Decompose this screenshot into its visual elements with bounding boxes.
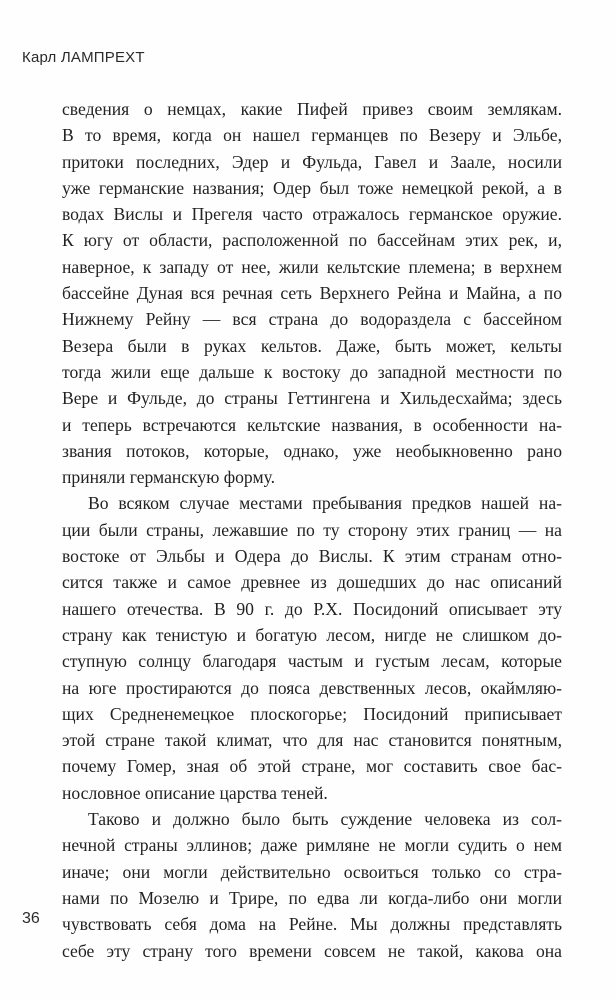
text-line: почему Гомер, зная об этой стране, мог составить свое бас-	[62, 756, 562, 777]
paragraph-1	[62, 96, 562, 490]
body-text	[62, 96, 562, 964]
text-line: щих Средненемецкое плоскогорье; Посидоний приписывает	[62, 703, 562, 724]
text-line: Во всяком случае местами пребывания предков нашей на-	[88, 493, 562, 514]
text-line: ступную солнцу благодаря частым и густым лесам, которые	[62, 651, 562, 672]
text-line: Везера были в руках кельтов. Даже, быть может, кельты	[62, 335, 562, 356]
text-line: В то время, когда он нашел германцев по Везеру и Эльбе,	[62, 125, 562, 146]
text-line: приняли германскую форму.	[62, 467, 276, 488]
text-line: востоке от Эльбы и Одера до Вислы. К этим странам отно-	[62, 546, 562, 567]
text-line: нечной страны эллинов; даже римляне не могли судить о нем	[62, 835, 562, 856]
text-line: Нижнему Рейну — вся страна до водораздела с бассейном	[62, 309, 562, 330]
text-line: притоки последних, Эдер и Фульда, Гавел и Заале, носили	[62, 151, 562, 172]
text-line: сится также и самое древнее из дошедших до нас описаний	[62, 572, 562, 593]
text-line: наверное, к западу от нее, жили кельтские племена; в верхнем	[62, 256, 562, 277]
text-line: на юге простираются до пояса девственных лесов, окаймляю-	[62, 677, 562, 698]
text-line: себе эту страну того времени совсем не такой, какова она	[62, 940, 562, 961]
text-line: тогда жили еще дальше к востоку до западной местности по	[62, 361, 562, 382]
text-line: чувствовать себя дома на Рейне. Мы должны представлять	[62, 914, 562, 935]
text-line: водах Вислы и Прегеля часто отражалось германское оружие.	[62, 204, 562, 225]
text-line: нами по Мозелю и Трире, по едва ли когда-либо они могли	[62, 887, 562, 908]
text-line: Вере и Фульде, до страны Геттингена и Хильдесхайма; здесь	[62, 388, 562, 409]
text-line: бассейне Дуная вся речная сеть Верхнего Рейна и Майна, а по	[62, 283, 562, 304]
text-line: уже германские названия; Одер был тоже немецкой рекой, а в	[62, 177, 562, 198]
text-line: иначе; они могли действительно освоиться только со стра-	[62, 861, 562, 882]
text-line: этой стране такой климат, что для нас становится понятным,	[62, 730, 562, 751]
paragraph-2	[62, 490, 562, 806]
text-line: сведения о немцах, какие Пифей привез своим землякам.	[62, 99, 562, 119]
page-number: 36	[22, 910, 40, 927]
text-line: К югу от области, расположенной по бассейнам этих рек, и,	[62, 230, 562, 251]
text-line: страну как тенистую и богатую лесом, нигде не слишком до-	[62, 624, 562, 645]
text-line: Таково и должно было быть суждение человека из сол-	[88, 809, 562, 830]
paragraph-3	[62, 806, 562, 964]
running-head: Карл ЛАМПРЕХТ	[22, 49, 145, 66]
text-line: нословное описание царства теней.	[62, 782, 328, 803]
text-line: и теперь встречаются кельтские названия, в особенности на-	[62, 414, 562, 435]
text-line: звания потоков, которые, однако, уже необыкновенно рано	[62, 440, 562, 461]
text-line: нашего отечества. В 90 г. до Р.Х. Посидоний описывает эту	[62, 598, 562, 619]
text-line: ции были страны, лежавшие по ту сторону этих границ — на	[62, 519, 562, 540]
